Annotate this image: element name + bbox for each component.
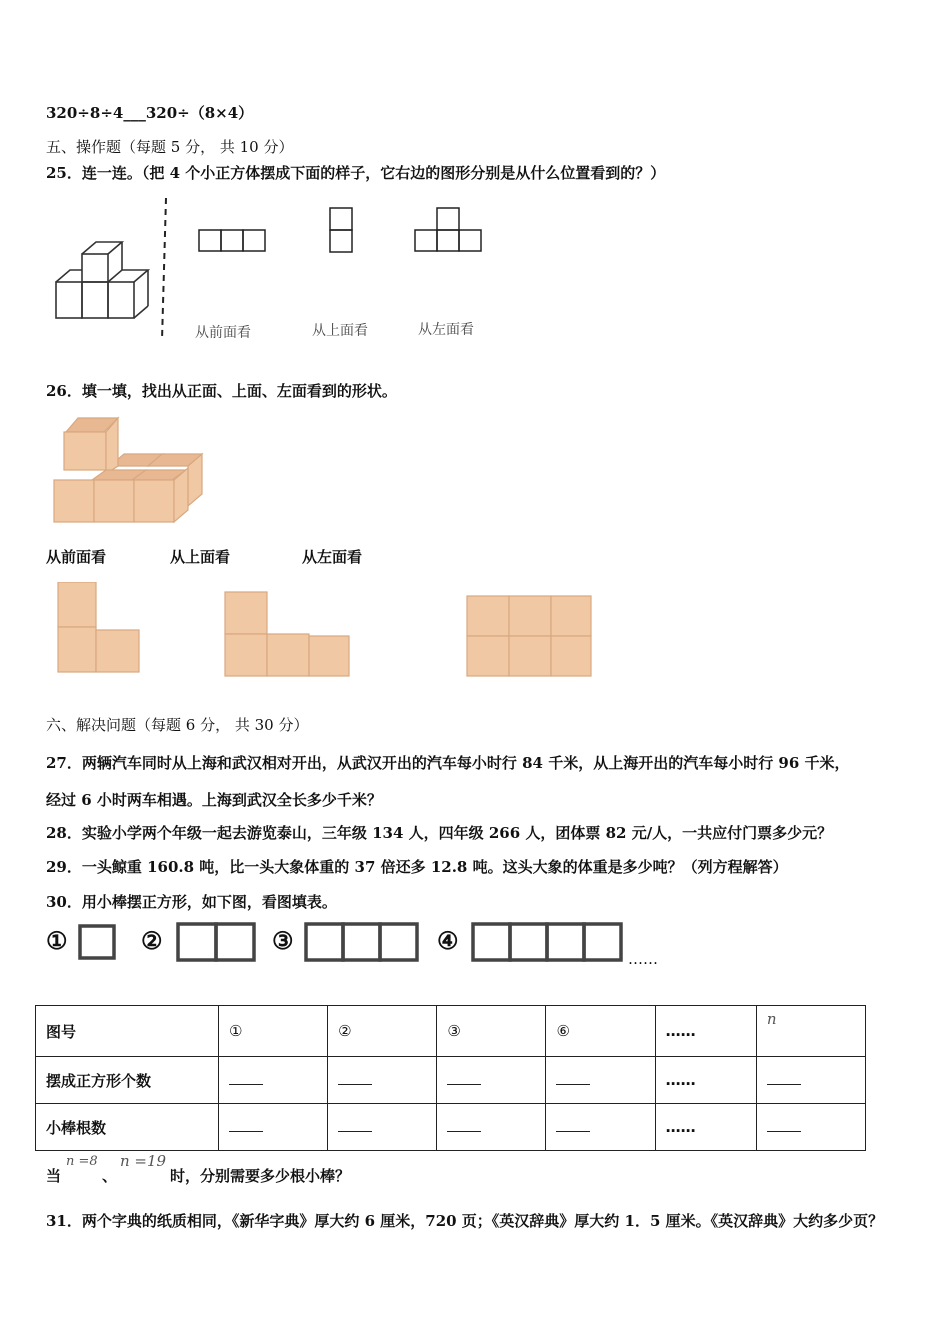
followup-n19: n =19 <box>120 1152 167 1170</box>
table-cell[interactable] <box>437 1104 546 1151</box>
table-cell[interactable] <box>219 1057 328 1104</box>
dashed-divider <box>162 198 166 340</box>
question-27-line-2: 经过 6 小时两车相遇。上海到武汉全长多少千米？ <box>46 791 382 809</box>
q26-label-top: 从上面看 <box>170 548 231 566</box>
q26-label-left: 从左面看 <box>302 548 363 566</box>
table-cell: 图号 <box>36 1006 219 1057</box>
question-26: 26．填一填，找出从正面、上面、左面看到的形状。 <box>46 382 397 400</box>
q26-label-front: 从前面看 <box>46 548 107 566</box>
table-row-header <box>36 1006 866 1057</box>
table-cell[interactable] <box>756 1057 865 1104</box>
table-cell[interactable] <box>437 1057 546 1104</box>
table-cell: ③ <box>437 1006 546 1057</box>
q25-views <box>199 208 481 252</box>
table-cell: 小棒根数 <box>36 1104 219 1151</box>
q25-label-top: 从上面看 <box>312 323 368 339</box>
table-cell: ① <box>219 1006 328 1057</box>
followup-sep: 、 <box>102 1167 118 1185</box>
table-cell[interactable] <box>328 1057 437 1104</box>
question-29: 29．一头鲸重 160.8 吨，比一头大象体重的 37 倍还多 12.8 吨。这头大象的体重是多少吨？（列方程解答） <box>46 858 788 876</box>
table-row <box>36 1057 866 1104</box>
q25-label-front: 从前面看 <box>195 325 251 341</box>
table-cell: ⑥ <box>546 1006 655 1057</box>
table-cell <box>756 1006 865 1057</box>
q25-cube-stack <box>56 242 148 318</box>
question-31: 31．两个字典的纸质相同，《新华字典》厚大约 6 厘米，720 页；《英汉辞典》厚大约 1．5 厘米。《英汉辞典》大约多少页？ <box>46 1212 884 1230</box>
q25-label-left: 从左面看 <box>418 322 474 338</box>
q30-sticks-figure <box>70 918 630 968</box>
question-25: 25．连一连。（把 4 个小正方体摆成下面的样子，它右边的图形分别是从什么位置看到的？） <box>46 164 666 182</box>
followup-n8: n =8 <box>66 1154 98 1169</box>
question-28: 28．实验小学两个年级一起去游览泰山，三年级 134 人，四年级 266 人，团体票 82 元/人，一共应付门票多少元？ <box>46 824 833 842</box>
q30-marker-3: ③ <box>272 926 294 955</box>
q30-table <box>35 1005 866 1151</box>
table-row <box>36 1104 866 1151</box>
table-cell: …… <box>655 1006 756 1057</box>
table-cell: 摆成正方形个数 <box>36 1057 219 1104</box>
table-cell[interactable] <box>328 1104 437 1151</box>
table-cell: …… <box>655 1057 756 1104</box>
table-n-label: n <box>766 1010 777 1028</box>
q30-marker-1: ① <box>46 926 68 955</box>
q30-ellipsis: …… <box>628 950 658 968</box>
table-cell: …… <box>655 1104 756 1151</box>
q30-marker-4: ④ <box>437 926 459 955</box>
q30-marker-2: ② <box>141 926 163 955</box>
table-cell[interactable] <box>546 1057 655 1104</box>
q26-view-shapes <box>55 582 600 682</box>
table-cell: ② <box>328 1006 437 1057</box>
q26-cube-image <box>50 414 210 526</box>
question-30: 30．用小棒摆正方形，如下图，看图填表。 <box>46 893 337 911</box>
section-six-heading: 六、解决问题（每题 6 分， 共 30 分） <box>46 716 309 734</box>
table-cell[interactable] <box>756 1104 865 1151</box>
section-five-heading: 五、操作题（每题 5 分， 共 10 分） <box>46 138 294 156</box>
table-cell[interactable] <box>546 1104 655 1151</box>
question-27-line-1: 27．两辆汽车同时从上海和武汉相对开出，从武汉开出的汽车每小时行 84 千米，从上海开出的汽车每小时行 96 千米， <box>46 754 850 772</box>
comparison-line: 320÷8÷4___320÷（8×4） <box>46 104 254 122</box>
followup-prefix: 当 <box>46 1167 62 1185</box>
table-cell[interactable] <box>219 1104 328 1151</box>
followup-suffix: 时，分别需要多少根小棒？ <box>170 1167 351 1185</box>
